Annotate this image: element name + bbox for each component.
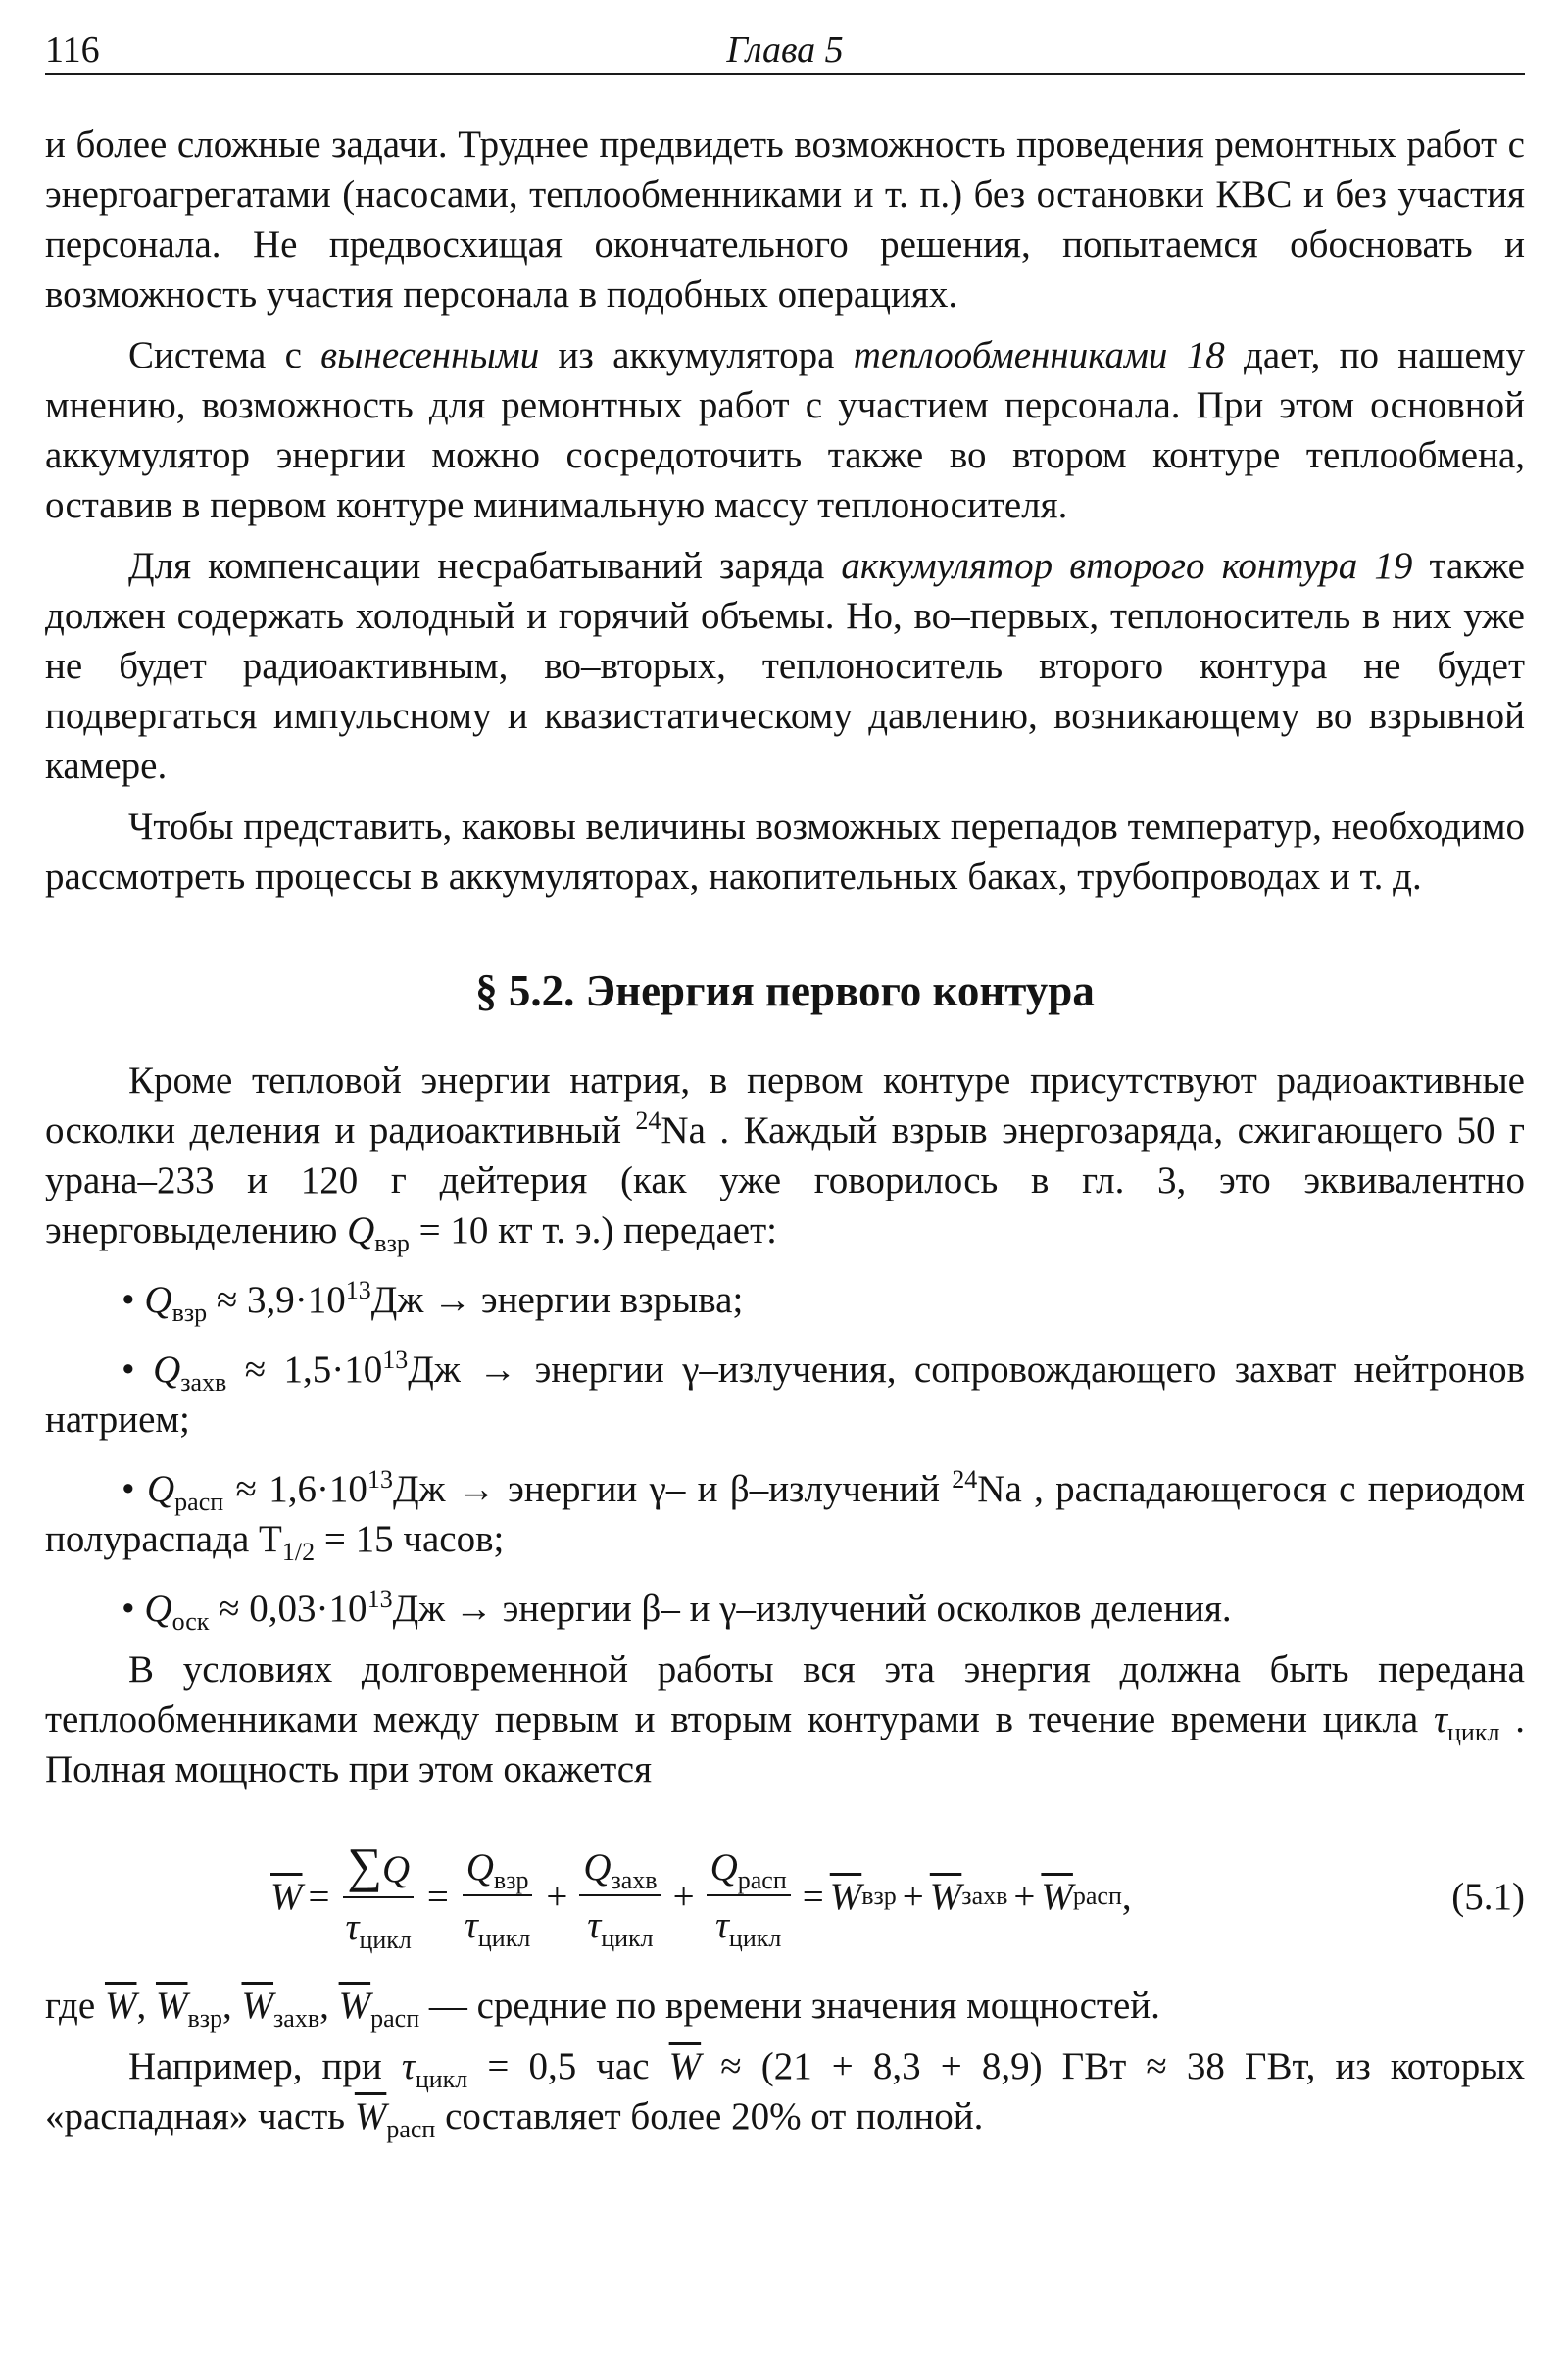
subscript: цикл (415, 2064, 468, 2093)
math-symbol: Q (710, 1846, 738, 1888)
math-symbol: Q (153, 1348, 181, 1391)
subscript: цикл (477, 1923, 531, 1952)
paragraph-6 (45, 1644, 1525, 1794)
equation-number: (5.1) (1451, 1875, 1525, 1918)
denominator (461, 1896, 534, 1950)
math-symbol: Q (347, 1209, 375, 1251)
equation-body: $\overline{W}$ = $\frac{\sum Q}{\tau_{цикл}}$ = $\frac{Q_{взр}}{\tau_{цикл}}$ + $\frac{Q_{захв}}{\tau_{цикл}}$ + $\frac{Q_{расп}}{\tau_{цикл}}$ = $\overline{W}$ взр + $\overline{W}$ захв + $\overline{W}$ расп , (270, 1838, 1132, 1954)
numerator (463, 1842, 533, 1896)
text: — средние по времени значения мощностей. (419, 1985, 1160, 2027)
equation-5-1 (45, 1834, 1525, 1959)
subscript: оск (172, 1606, 210, 1636)
text: = 15 часов; (315, 1518, 505, 1560)
operator: = (802, 1875, 824, 1918)
denominator (711, 1896, 785, 1950)
text: Дж → энергии γ– и β–излучений (392, 1468, 953, 1510)
operator: + (672, 1875, 695, 1918)
math-symbol: $\overline{W}$ (354, 2095, 387, 2137)
math-symbol: Q (583, 1846, 612, 1888)
operator: + (902, 1875, 924, 1918)
math-symbol: $\overline{W}$ (829, 1875, 862, 1918)
subscript: цикл (601, 1923, 654, 1952)
math-symbol: Q (146, 1468, 175, 1510)
exponent: 13 (345, 1276, 371, 1304)
subscript: цикл (728, 1923, 782, 1952)
text: из аккумулятора (539, 334, 854, 376)
page-header (45, 27, 1525, 75)
text: Кроме тепловой энергии натрия, в первом контуре присутствуют радиоактивные осколки деления и радиоактивный (45, 1059, 1525, 1152)
paragraph-5 (45, 1055, 1525, 1255)
section-heading: § 5.2. Энергия первого контура (475, 966, 1095, 1015)
fraction-vzr (461, 1842, 534, 1950)
text: Дж → энергии взрыва; (370, 1279, 744, 1321)
paragraph-3 (45, 541, 1525, 791)
text: , (319, 1985, 339, 2027)
math-symbol: τ (464, 1904, 478, 1946)
bullet-mark: • (122, 1588, 135, 1630)
subscript: захв (180, 1367, 227, 1397)
text: . Полная мощность при этом окажется (45, 1698, 1526, 1790)
math-symbol: $\overline{W}$ (270, 1875, 303, 1918)
subscript: взр (374, 1228, 410, 1257)
bullet-mark: • (122, 1279, 135, 1321)
text: , (1121, 1875, 1132, 1918)
bullet-item-1 (45, 1275, 1525, 1325)
text: где (45, 1985, 105, 2027)
text: , (222, 1985, 242, 2027)
text: Na . Каждый взрыв энергозаряда, сжигающего 50 г урана–233 и 120 г дейтерия (как уже говорилось в гл. 3, это эквивалентно энерговыделению (45, 1109, 1525, 1251)
text: = 0,5 час (467, 2045, 669, 2087)
exponent: 13 (367, 1585, 393, 1613)
math-symbol: Q (144, 1588, 172, 1630)
paragraph-2 (45, 330, 1525, 530)
fraction-sum (342, 1840, 416, 1952)
bullet-item-4 (45, 1584, 1525, 1634)
math-symbol: Q (144, 1279, 172, 1321)
text: Для компенсации несрабатываний заряда (128, 545, 842, 587)
superscript: 24 (635, 1106, 662, 1135)
text: также должен содержать холодный и горячий объемы. Но, во–первых, теплоноситель в них уже не будет радиоактивным, во–вторых, теплоноситель второго контура не будет подвергаться импульсному и квазистатическому давлению, возникающему во взрывной камере. (45, 545, 1525, 787)
denominator (342, 1898, 416, 1952)
subscript: взр (172, 1298, 208, 1327)
text: ≈ 3,9·10 (207, 1279, 346, 1321)
text: Na , распадающегося с периодом полураспада T (45, 1468, 1525, 1560)
operator: = (308, 1875, 330, 1918)
running-title: Глава 5 (726, 29, 844, 71)
text: ≈ 0,03·10 (209, 1588, 368, 1630)
math-symbol: $\overline{W}$ (668, 2045, 702, 2087)
fraction-rasp (707, 1842, 791, 1950)
subscript: цикл (359, 1925, 412, 1954)
emphasis: вынесенными (320, 334, 540, 376)
text: Система с (128, 334, 321, 376)
page-number: 116 (45, 29, 100, 71)
subscript: расп (386, 2114, 436, 2143)
operator: = (426, 1875, 449, 1918)
paragraph-4: Чтобы представить, каковы величины возможных перепадов температур, необходимо рассмотреть процессы в аккумуляторах, накопительных баках, трубопроводах и т. д. (45, 806, 1525, 898)
sum-symbol: ∑ (347, 1838, 382, 1892)
math-symbol: τ (587, 1904, 602, 1946)
operator: + (546, 1875, 568, 1918)
exponent: 13 (382, 1346, 409, 1374)
text: В условиях долговременной работы вся эта энергия должна быть передана теплообменниками между первым и вторым контурами в течение времени цикла (45, 1648, 1525, 1740)
fraction-zahv (579, 1842, 661, 1950)
bullet-item-3 (45, 1464, 1525, 1564)
subscript: захв (273, 2003, 320, 2033)
text: Например, при (128, 2045, 402, 2087)
text: дает, по нашему мнению, возможность для ремонтных работ с участием персонала. При этом основной аккумулятор энергии можно сосредоточить также во втором контуре теплообмена, оставив в первом контуре минимальную массу теплоносителя. (45, 334, 1525, 526)
emphasis: аккумулятор второго контура 19 (841, 545, 1413, 587)
subscript: 1/2 (281, 1537, 316, 1566)
math-symbol: Q (381, 1848, 411, 1890)
numerator (343, 1840, 414, 1898)
text: ≈ (21 + 8,3 + 8,9) ГВт ≈ 38 ГВт, из которых «распадная» часть (45, 2045, 1526, 2137)
exponent: 13 (367, 1465, 393, 1494)
bullet-item-2 (45, 1345, 1525, 1445)
subscript: расп (174, 1487, 224, 1516)
subscript: взр (187, 2003, 223, 2033)
numerator (707, 1842, 791, 1896)
bullet-mark: • (122, 1348, 135, 1391)
text: Дж → энергии γ–излучения, сопровождающего захват нейтронов натрием; (45, 1348, 1525, 1441)
paragraph-8 (45, 2041, 1525, 2141)
text: ≈ 1,6·10 (223, 1468, 368, 1510)
subscript: взр (493, 1865, 529, 1894)
subscript: расп (737, 1865, 787, 1894)
subscript: расп (370, 2003, 420, 2033)
math-symbol: τ (714, 1904, 729, 1946)
paragraph-1: и более сложные задачи. Труднее предвидеть возможность проведения ремонтных работ с энергоагрегатами (насосами, теплообменниками и т. п.) без остановки КВС и без участия персонала. Не предвосхищая окончательного решения, попытаемся обосновать и возможность участия персонала в подобных операциях. (45, 123, 1525, 316)
text: Дж → энергии β– и γ–излучений осколков деления. (392, 1588, 1232, 1630)
text: = 10 кт т. э.) передает: (409, 1209, 777, 1251)
text: ≈ 1,5·10 (226, 1348, 383, 1391)
math-symbol: Q (466, 1846, 494, 1888)
operator: + (1013, 1875, 1036, 1918)
math-symbol: $\overline{W}$ (241, 1985, 274, 2027)
math-symbol: $\overline{W}$ (104, 1985, 137, 2027)
math-symbol: $\overline{W}$ (1041, 1875, 1073, 1918)
math-symbol: $\overline{W}$ (155, 1985, 188, 2027)
math-symbol: τ (1434, 1698, 1447, 1740)
math-symbol: τ (401, 2045, 416, 2087)
text: , (136, 1985, 156, 2027)
math-symbol: τ (345, 1906, 360, 1948)
bullet-mark: • (122, 1468, 135, 1510)
math-symbol: $\overline{W}$ (929, 1875, 962, 1918)
text: составляет более 20% от полной. (435, 2095, 984, 2137)
subscript: цикл (1447, 1717, 1500, 1746)
numerator (579, 1842, 661, 1896)
page-body (45, 120, 1525, 2141)
superscript: 24 (952, 1465, 978, 1494)
emphasis: теплообменниками 18 (853, 334, 1225, 376)
denominator (583, 1896, 657, 1950)
math-symbol: $\overline{W}$ (338, 1985, 371, 2027)
subscript: захв (611, 1865, 658, 1894)
paragraph-7 (45, 1981, 1525, 2031)
